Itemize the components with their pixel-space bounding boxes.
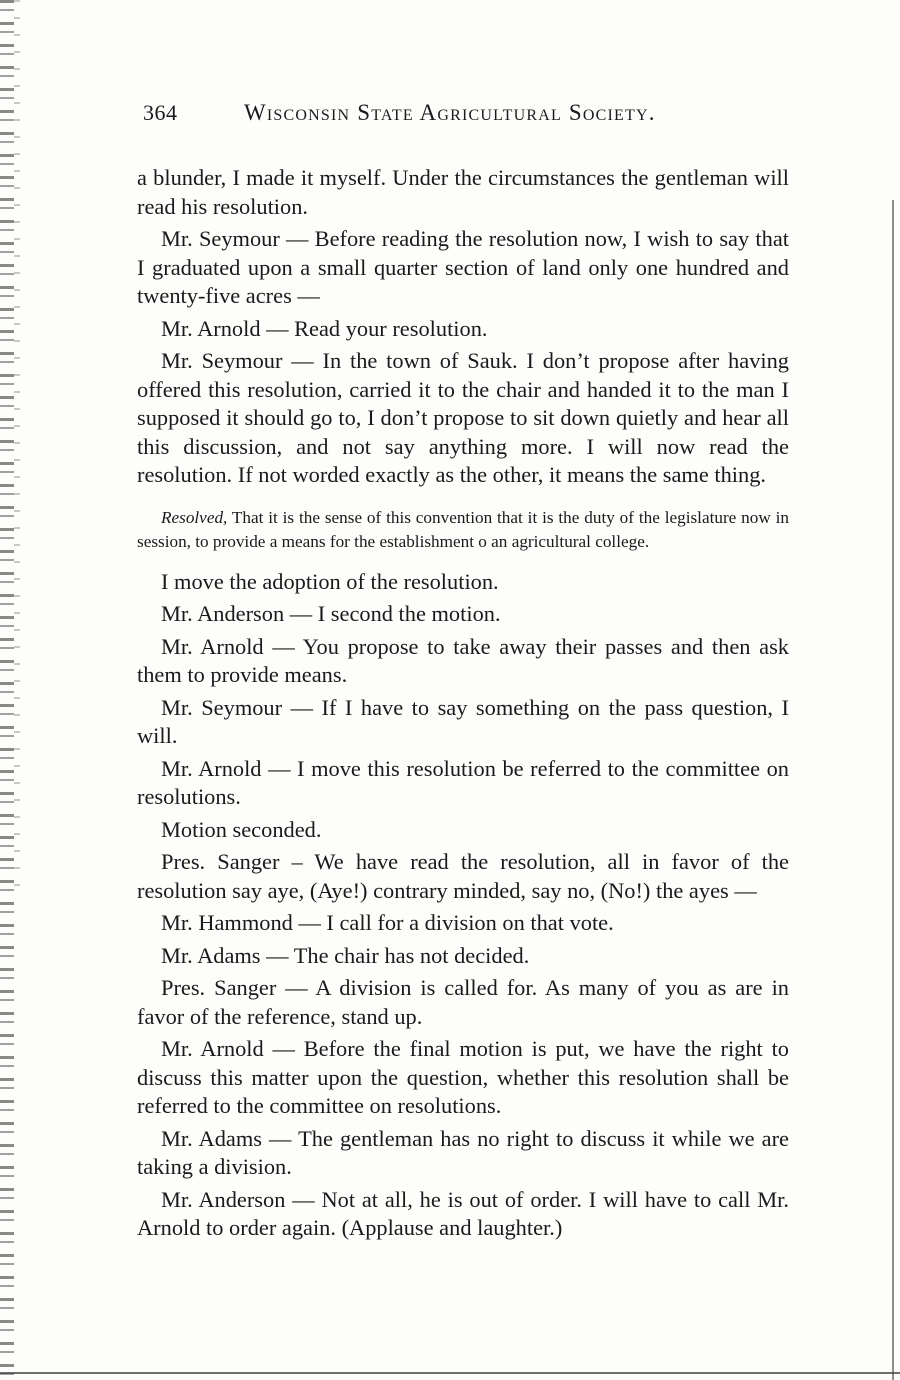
paragraph: Mr. Seymour — In the town of Sauk. I don’t propose after having offered this resolution, carried it to the chair and handed it to the man I supposed it should go to, I don’t propose to sit down quietly and hear all this discussion, and not say anything more. I will now read the resolution. If not worded exactly as the other, it means the same thing. [137, 348, 789, 487]
body-text [137, 164, 789, 1247]
paragraph: Mr. Hammond — I call for a division on that vote. [161, 910, 614, 935]
paragraph: Mr. Arnold — Before the final motion is put, we have the right to discuss this matter upon the question, whether this resolution shall be referred to the committee on resolutions. [137, 1036, 789, 1118]
paragraph: Mr. Arnold — I move this resolution be referred to the committee on resolutions. [137, 755, 789, 809]
resolution-lead: Resolved, [161, 507, 228, 527]
paragraph: Mr. Arnold — You propose to take away their passes and then ask them to provide means. [137, 633, 789, 687]
page-header [143, 100, 713, 134]
paragraph: Mr. Seymour — If I have to say something on the pass question, I will. [137, 694, 789, 748]
paragraph: Mr. Anderson — Not at all, he is out of order. I will have to call Mr. Arnold to order again. (Applause and laughter.) [137, 1186, 789, 1240]
scan-edge-left [0, 0, 14, 1380]
resolution-block [137, 506, 789, 554]
scan-edge-right [892, 200, 894, 1380]
paragraph: Mr. Anderson — I second the motion. [161, 601, 501, 626]
paragraph: Pres. Sanger – We have read the resolution, all in favor of the resolution say aye, (Aye!) contrary minded, say no, (No!) the ayes — [137, 849, 789, 903]
paragraph: Motion seconded. [161, 816, 322, 842]
scan-edge-bottom [0, 1372, 900, 1374]
paragraph: I move the adoption of the resolution. [161, 568, 499, 594]
page-number: 364 [143, 100, 178, 125]
resolution-text: That it is the sense of this convention that it is the duty of the legislature now in session, to provide a means for the establishment o an agricultural college. [137, 507, 789, 551]
paragraph: a blunder, I made it myself. Under the circumstances the gentleman will read his resolution. [137, 165, 789, 219]
running-title: Wisconsin State Agricultural Society. [244, 100, 656, 125]
paragraph: Mr. Arnold — Read your resolution. [161, 315, 488, 341]
paragraph: Mr. Adams — The gentleman has no right to discuss it while we are taking a division. [137, 1125, 789, 1179]
paragraph: Mr. Seymour — Before reading the resolution now, I wish to say that I graduated upon a small quarter section of land only one hundred and twenty-five acres — [137, 226, 789, 308]
paragraph: Pres. Sanger — A division is called for. As many of you as are in favor of the reference, stand up. [137, 975, 789, 1029]
scan-edge-left-speckle [14, 0, 20, 900]
paragraph: Mr. Adams — The chair has not decided. [161, 942, 530, 968]
